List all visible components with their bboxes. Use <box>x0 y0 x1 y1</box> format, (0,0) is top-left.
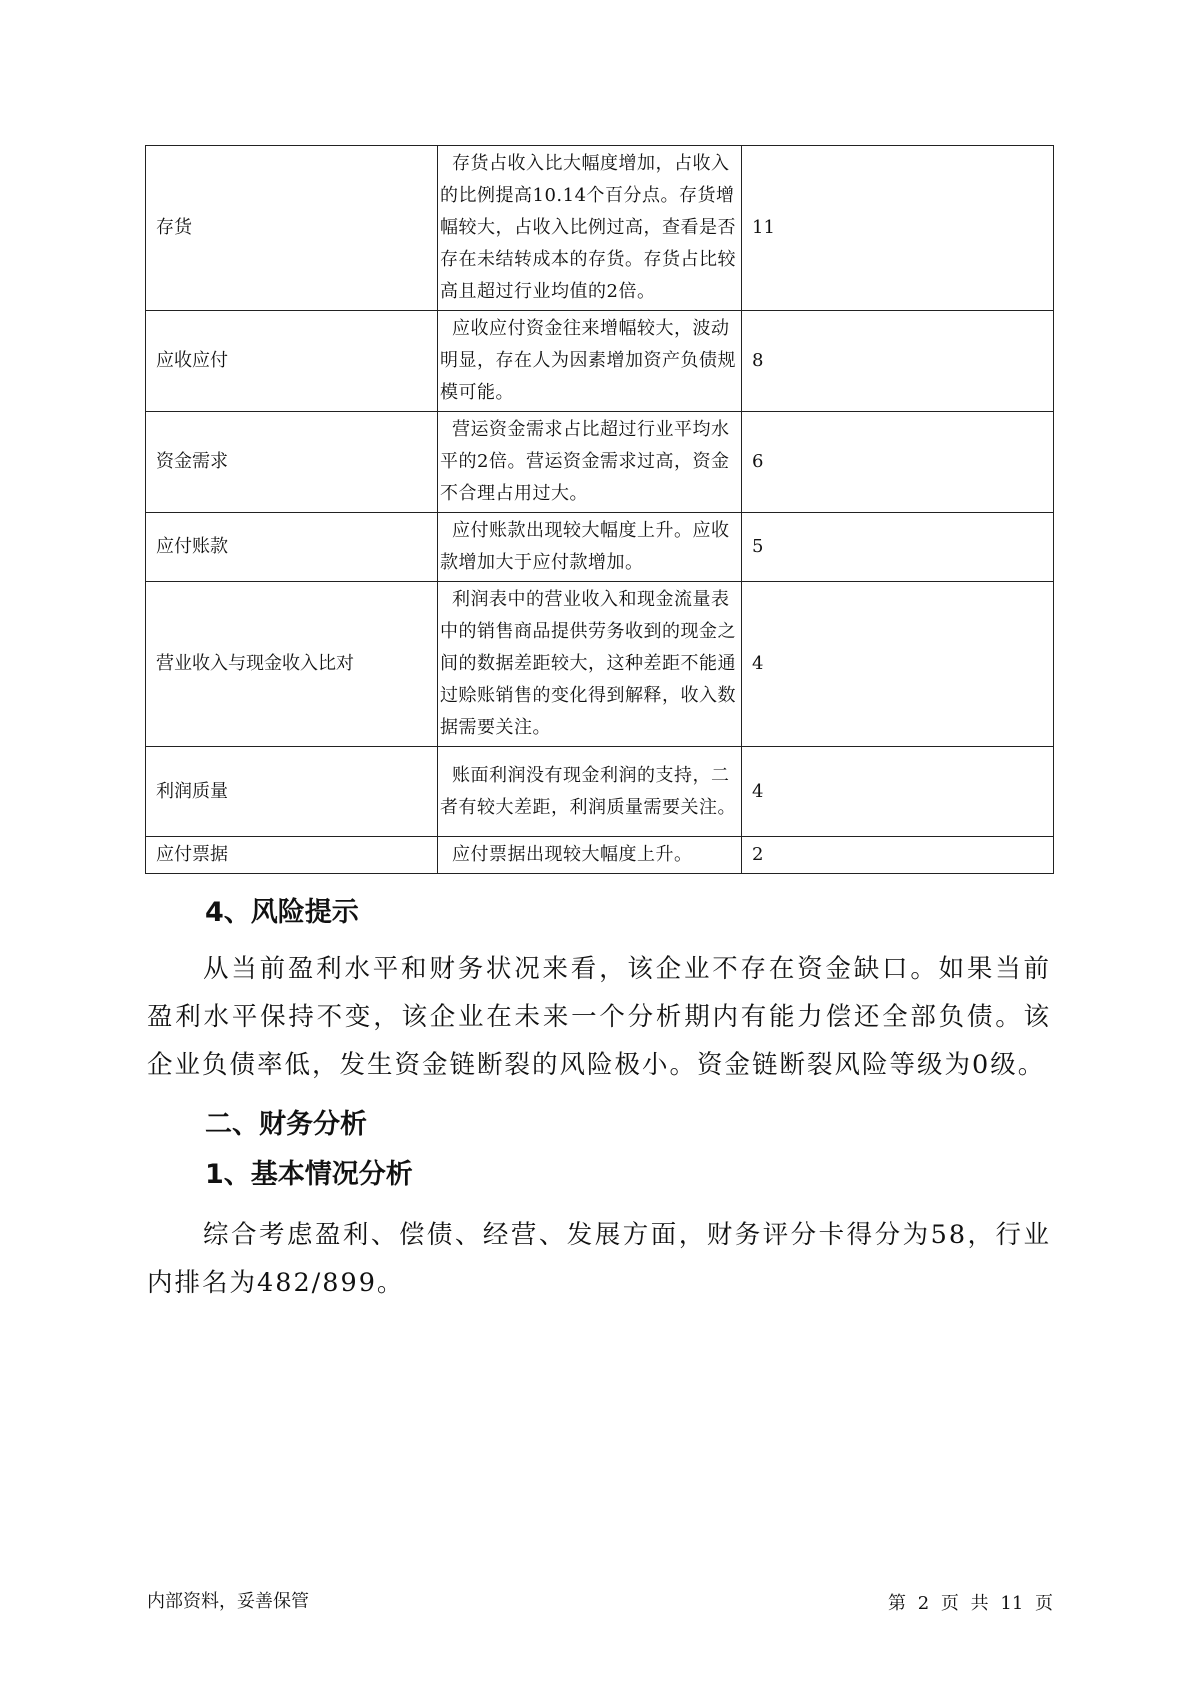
risk-item-score: 4 <box>742 582 1054 747</box>
risk-item-score: 5 <box>742 513 1054 582</box>
basic-analysis-heading: 1、基本情况分析 <box>205 1159 413 1190</box>
risk-item-name: 存货 <box>146 146 438 311</box>
risk-item-name: 应付账款 <box>146 513 438 582</box>
risk-warning-paragraph: 从当前盈利水平和财务状况来看，该企业不存在资金缺口。如果当前盈利水平保持不变，该企业在未来一个分析期内有能力偿还全部负债。该企业负债率低，发生资金链断裂的风险极小。资金链断裂风险等级为0级。 <box>147 954 1051 1080</box>
confidential-note: 内部资料，妥善保管 <box>147 1591 309 1612</box>
risk-item-score: 4 <box>742 747 1054 837</box>
risk-item-description: 利润表中的营业收入和现金流量表中的销售商品提供劳务收到的现金之间的数据差距较大，这种差距不能通过赊账销售的变化得到解释，收入数据需要关注。 <box>438 582 742 747</box>
risk-item-description: 营运资金需求占比超过行业平均水平的2倍。营运资金需求过高，资金不合理占用过大。 <box>438 412 742 513</box>
risk-item-description: 应付票据出现较大幅度上升。 <box>438 837 742 874</box>
risk-item-description: 应收应付资金往来增幅较大，波动明显，存在人为因素增加资产负债规模可能。 <box>438 311 742 412</box>
table-row <box>146 311 1054 412</box>
table-row <box>146 146 1054 311</box>
risk-item-description: 账面利润没有现金利润的支持，二者有较大差距，利润质量需要关注。 <box>438 747 742 837</box>
table-row <box>146 837 1054 874</box>
basic-analysis-paragraph: 综合考虑盈利、偿债、经营、发展方面，财务评分卡得分为58，行业内排名为482/899。 <box>147 1220 1051 1298</box>
risk-warning-heading: 4、风险提示 <box>205 897 359 928</box>
risk-item-score: 8 <box>742 311 1054 412</box>
risk-item-name: 应付票据 <box>146 837 438 874</box>
table-row <box>146 513 1054 582</box>
risk-item-score: 11 <box>742 146 1054 311</box>
risk-item-description: 应付账款出现较大幅度上升。应收款增加大于应付款增加。 <box>438 513 742 582</box>
table-row <box>146 582 1054 747</box>
risk-item-score: 6 <box>742 412 1054 513</box>
table-row <box>146 747 1054 837</box>
risk-item-description: 存货占收入比大幅度增加，占收入的比例提高10.14个百分点。存货增幅较大，占收入比例过高，查看是否存在未结转成本的存货。存货占比较高且超过行业均值的2倍。 <box>438 146 742 311</box>
financial-analysis-heading: 二、财务分析 <box>205 1109 367 1140</box>
risk-item-name: 营业收入与现金收入比对 <box>146 582 438 747</box>
table-row <box>146 412 1054 513</box>
risk-item-score: 2 <box>742 837 1054 874</box>
risk-item-name: 应收应付 <box>146 311 438 412</box>
risk-item-table <box>145 145 1054 874</box>
risk-item-name: 利润质量 <box>146 747 438 837</box>
page-number: 第 2 页 共 11 页 <box>888 1593 1053 1614</box>
risk-item-name: 资金需求 <box>146 412 438 513</box>
